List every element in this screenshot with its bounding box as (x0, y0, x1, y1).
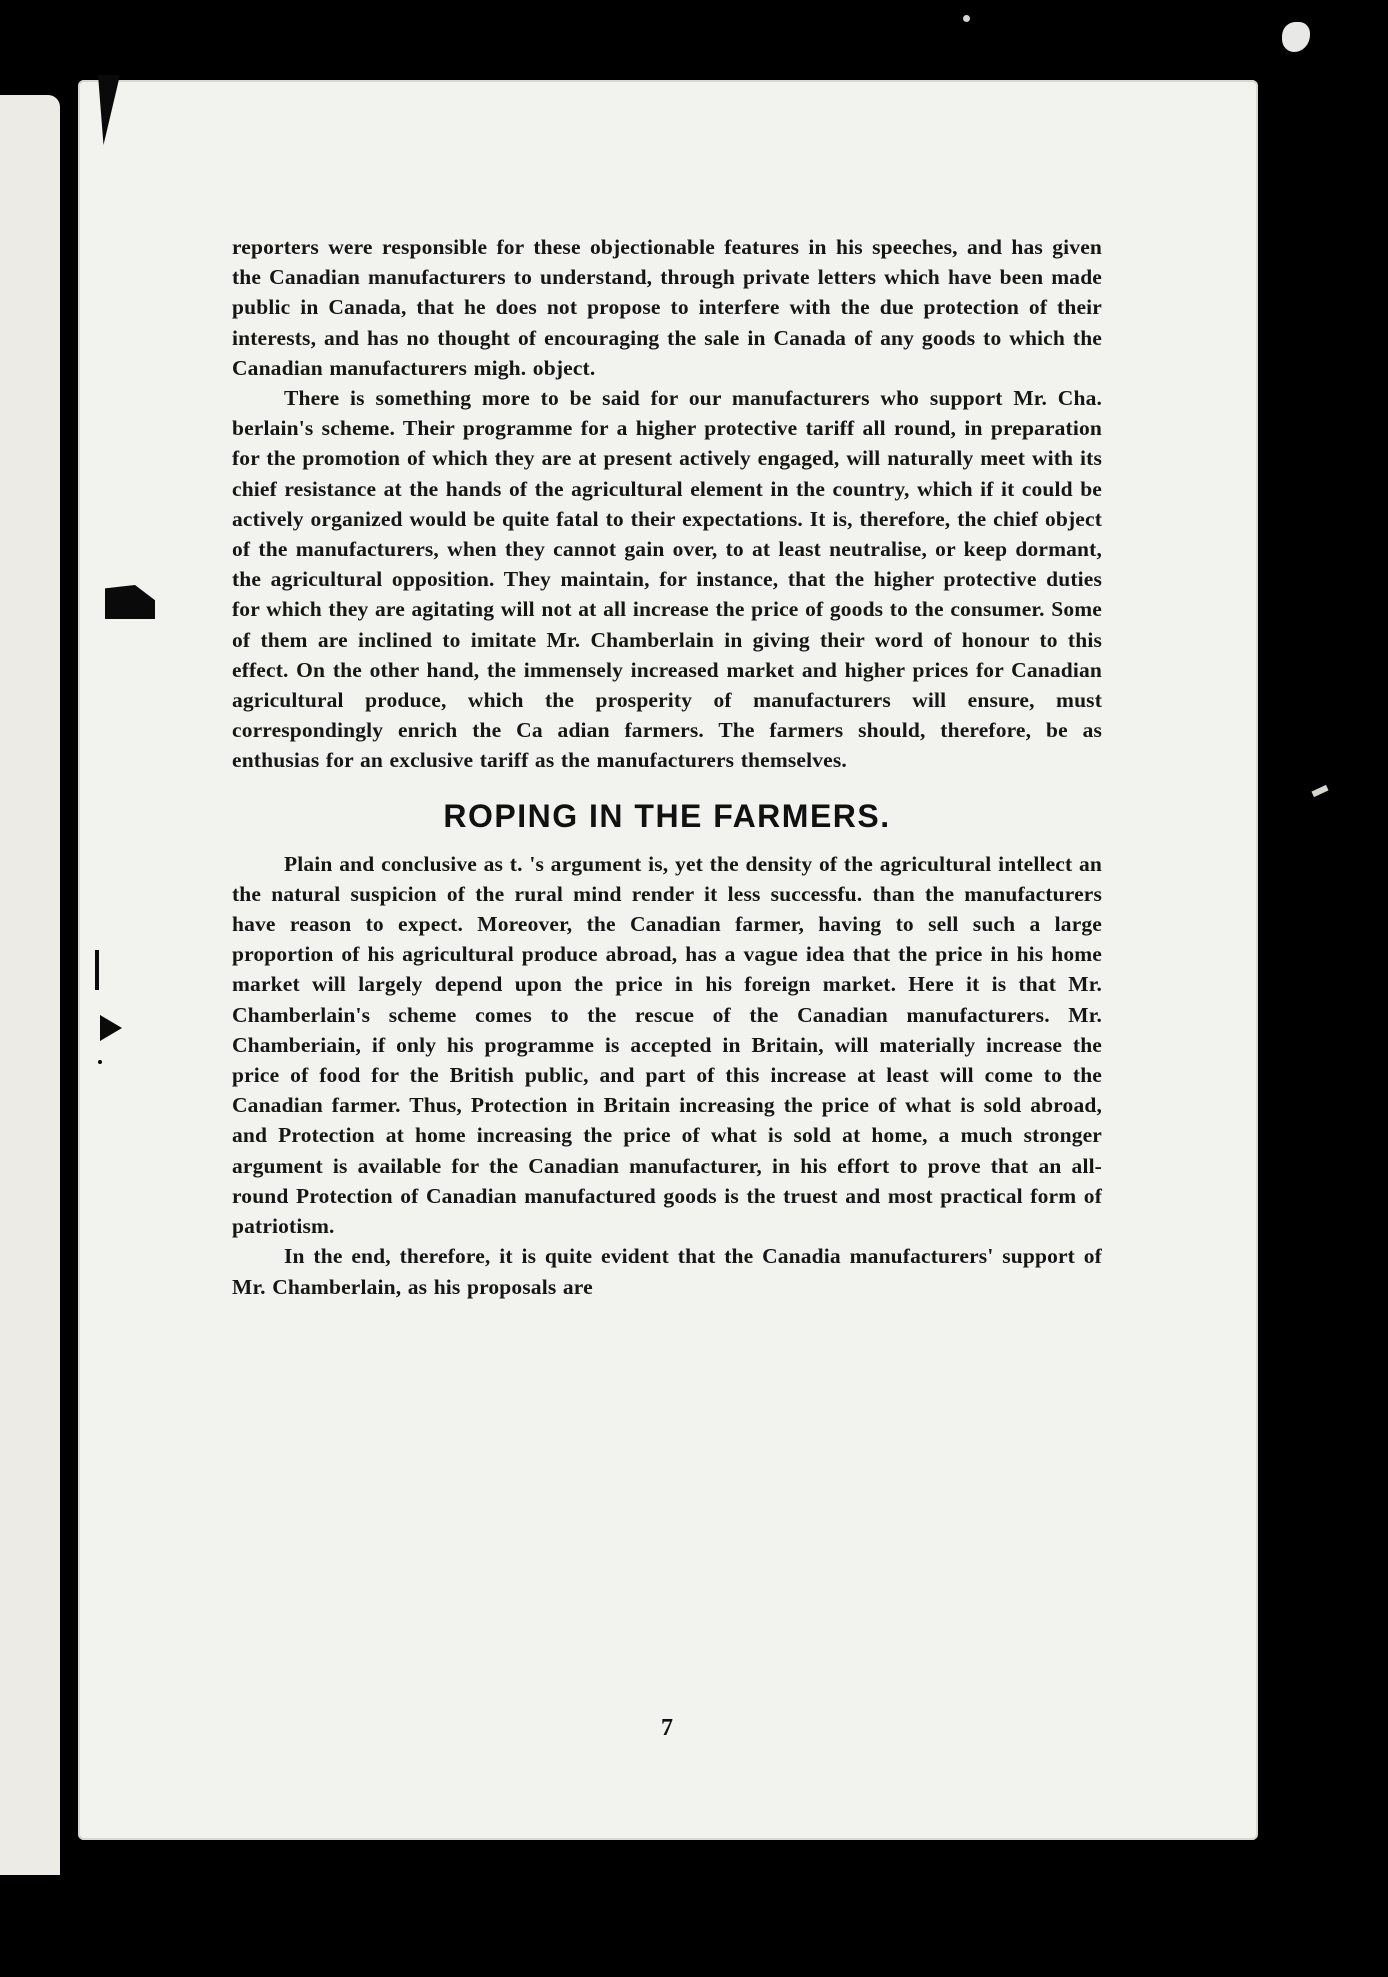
paragraph: There is something more to be said for our manufacturers who support Mr. Cha. berlain's scheme. Their programme for a higher protective tariff all round, in preparation for the promotion of which they are at present actively engaged, will naturally meet with its chief resistance at the hands of the agricultural element in the country, which if it could be actively organized would be quite fatal to their expectations. It is, therefore, the chief object of the manufacturers, when they cannot gain over, to at least neutralise, or keep dormant, the agricultural opposition. They maintain, for instance, that the higher protective duties for which they are agitating will not at all increase the price of goods to the consumer. Some of them are inclined to imitate Mr. Chamberlain in giving their word of honour to this effect. On the other hand, the immensely increased market and higher prices for Canadian agricultural produce, which the prosperity of manufacturers will ensure, must correspondingly enrich the Ca adian farmers. The farmers should, therefore, be as enthusias for an exclusive tariff as the manufacturers themselves. (232, 386, 1102, 773)
scan-artifact (1311, 785, 1328, 797)
paragraph: Plain and conclusive as t. 's argument is, yet the density of the agricultural intellect an the natural suspicion of the rural mind render it less successfu. than the manufacturers have reason to expect. Moreover, the Canadian farmer, having to sell such a large proportion of his agricultural produce abroad, has a vague idea that the price in his home market will largely depend upon the price in his foreign market. Here it is that Mr. Chamberlain's scheme comes to the rescue of the Canadian manufacturers. Mr. Chamberiain, if only his programme is accepted in Britain, will materially increase the price of food for the British public, and part of this increase at least will come to the Canadian farmer. Thus, Protection in Britain increasing the price of what is sold abroad, and Protection at home increasing the price of what is sold at home, a much stronger argument is available for the Canadian manufacturer, in his effort to prove that an all-round Protection of Canadian manufactured goods is the truest and most practical form of patriotism. (232, 851, 1102, 1239)
page-body (232, 232, 1102, 1741)
scan-artifact (1282, 22, 1310, 52)
paragraph: reporters were responsible for these objectionable features in his speeches, and has given the Canadian manufacturers to understand, through private letters which have been made public in Canada, that he does not propose to interfere with the due protection of their interests, and has no thought of encouraging the sale in Canada of any goods to which the Canadian manufacturers migh. object. (232, 235, 1102, 380)
section-heading: ROPING IN THE FARMERS. (443, 797, 891, 834)
scan-artifact (963, 15, 970, 22)
paragraph: In the end, therefore, it is quite evident that the Canadia manufacturers' support of Mr. Chamberlain, as his proposals are (232, 1244, 1102, 1299)
adjacent-page-edge (0, 95, 60, 1875)
page-number: 7 (661, 1715, 673, 1741)
margin-mark (98, 1060, 102, 1064)
margin-mark (95, 950, 99, 990)
